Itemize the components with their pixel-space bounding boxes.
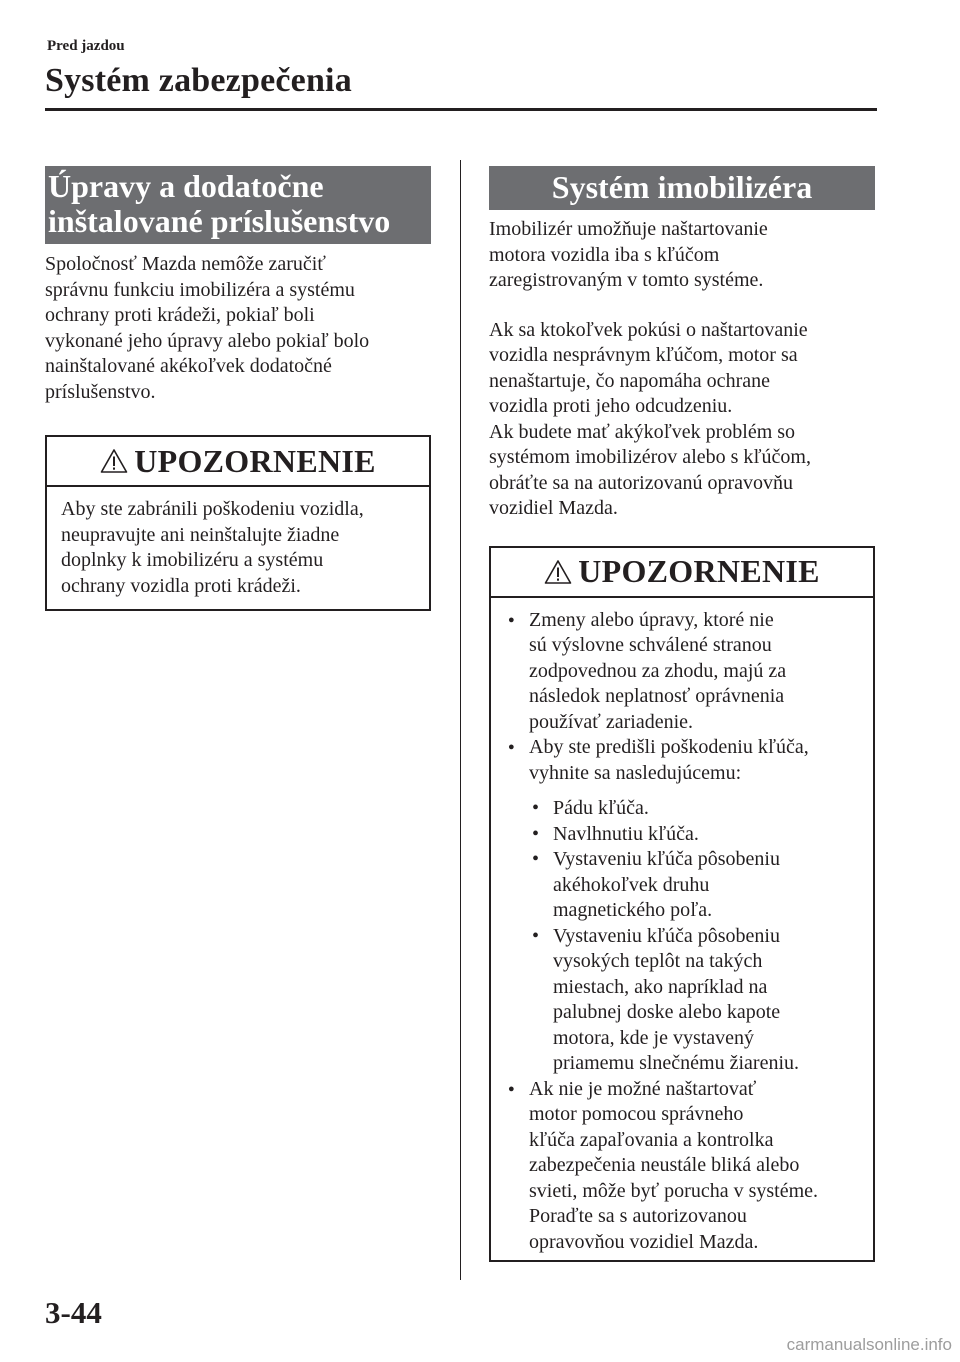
caution-box-accessories [45,435,431,611]
caution-text [47,487,429,599]
caution-header [47,437,429,487]
sub-list-item [529,822,867,848]
immobilizer-paragraph-1 [489,217,875,294]
sub-list-item [529,796,867,822]
text-line: ochrany vozidla proti krádeži. [61,574,301,597]
text-line: vyhnite sa nasledujúcemu: [529,761,742,784]
list-item [495,608,867,736]
text-line: vozidla nesprávnym kľúčom, motor sa [489,344,798,366]
text-line: vozidiel Mazda. [489,497,618,519]
text-line: zaregistrovaným v tomto systéme. [489,269,764,291]
heading-line: inštalované príslušenstvo [48,203,391,239]
list-item [495,735,867,1077]
text-line: používať zariadenie. [529,710,694,733]
text-line: vysokých teplôt na takých [553,950,763,972]
text-line: Poraďte sa s autorizovanou [529,1205,747,1227]
text-line: nainštalované akékoľvek dodatočné [45,355,332,377]
caution-list [491,598,873,1256]
text-line: Ak budete mať akýkoľvek problém so [489,420,796,443]
text-line: ochrany proti krádeži, pokiaľ boli [45,304,315,326]
caution-bullets [495,608,867,1256]
text-line: nenaštartuje, čo napomáha ochrane [489,369,770,392]
caution-box-immobilizer [489,546,875,1262]
page-number: 3-44 [45,1295,102,1330]
sub-bullets [529,796,867,1077]
left-column [45,166,431,611]
text-line: obráťte sa na autorizovanú opravovňu [489,471,793,494]
list-item [495,1077,867,1256]
text-line: následok neplatnosť oprávnenia [529,685,785,707]
sub-list-item [529,924,867,1077]
text-line: • Vystaveniu kľúča pôsobeniu [553,924,780,947]
text-line: akéhokoľvek druhu [553,873,710,896]
text-line: doplnky k imobilizéru a systému [61,549,324,571]
paragraph-gap [489,294,875,318]
chapter-label: Pred jazdou [47,38,125,54]
text-line: • Navlhnutiu kľúča. [553,822,699,845]
text-line: • Pádu kľúča. [553,797,649,819]
text-line: ● Aby ste predišli poškodeniu kľúča, [529,736,809,758]
section-heading-accessories [45,166,431,244]
text-line: miestach, ako napríklad na [553,975,768,998]
text-line: správnu funkciu imobilizéra a systému [45,278,355,301]
warning-triangle-icon [544,559,572,585]
site-watermark: carmanualsonline.info [786,1335,952,1354]
immobilizer-paragraph-2 [489,318,875,522]
heading-line: Úpravy a dodatočne [48,168,324,204]
text-line: neupravujte ani neinštalujte žiadne [61,523,340,546]
caution-header [491,548,873,598]
accessories-paragraph [45,252,431,405]
column-divider [460,160,461,1280]
text-line: palubnej doske alebo kapote [553,1001,781,1023]
text-line: systémom imobilizérov alebo s kľúčom, [489,446,811,468]
warning-triangle-icon [100,448,128,474]
text-line: Spoločnosť Mazda nemôže zaručiť [45,253,326,275]
text-line: zabezpečenia neustále bliká alebo [529,1154,800,1176]
text-line: svieti, môže byť porucha v systéme. [529,1179,819,1202]
text-line: príslušenstvo. [45,380,156,403]
text-line: opravovňou vozidiel Mazda. [529,1230,759,1253]
text-line: Imobilizér umožňuje naštartovanie [489,218,768,240]
text-line: Aby ste zabránili poškodeniu vozidla, [61,498,364,520]
text-line: ● Ak nie je možné naštartovať [529,1077,757,1100]
text-line: motora vozidla iba s kľúčom [489,243,720,266]
text-line: priamemu slnečnému žiareniu. [553,1052,800,1074]
text-line: Ak sa ktokoľvek pokúsi o naštartovanie [489,318,808,341]
text-line: magnetického poľa. [553,899,713,921]
text-line: vykonané jeho úpravy alebo pokiaľ bolo [45,329,370,352]
text-line: vozidla proti jeho odcudzeniu. [489,395,733,417]
page-title: Systém zabezpečenia [45,62,352,99]
text-line: motora, kde je vystavený [553,1026,755,1049]
section-heading-immobilizer: Systém imobilizéra [489,166,875,210]
caution-title: UPOZORNENIE [578,553,820,589]
sub-list-item [529,847,867,924]
caution-title: UPOZORNENIE [134,442,376,479]
text-line: • Vystaveniu kľúča pôsobeniu [553,848,780,870]
right-column [489,166,875,1262]
text-line: kľúča zapaľovania a kontrolka [529,1128,774,1151]
text-line: sú výslovne schválené stranou [529,634,772,656]
header-rule [45,108,877,111]
text-line: motor pomocou správneho [529,1103,744,1125]
text-line: ● Zmeny alebo úpravy, ktoré nie [529,608,774,631]
text-line: zodpovednou za zhodu, majú za [529,659,787,682]
